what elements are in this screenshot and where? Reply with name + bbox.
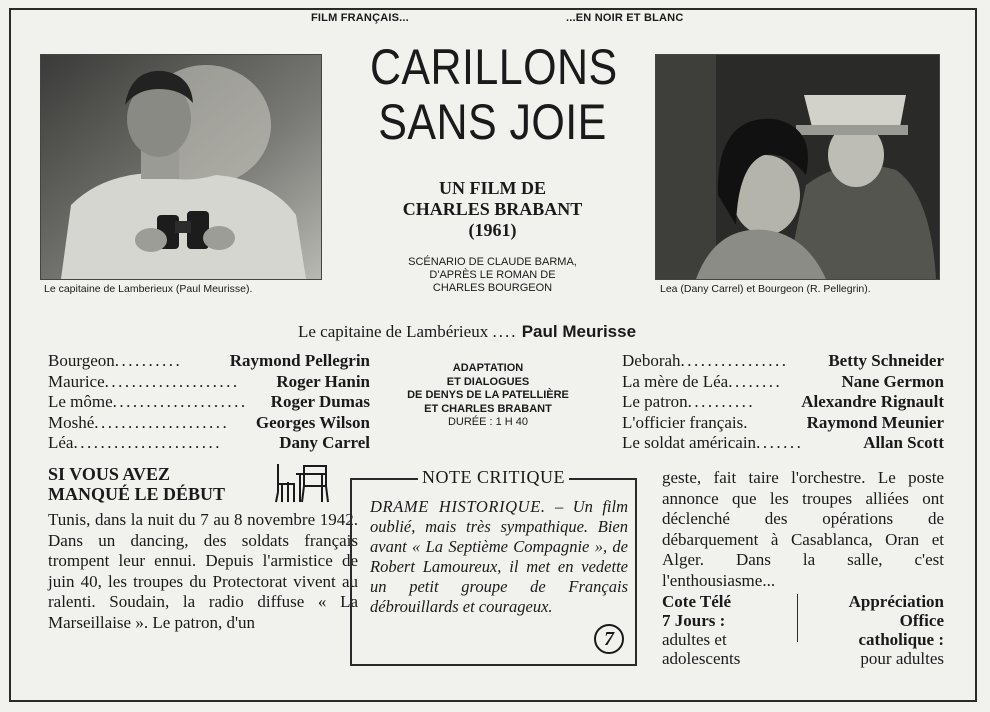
synopsis-heading-line-2: MANQUÉ LE DÉBUT xyxy=(48,484,226,504)
appr-value: pour adultes xyxy=(860,649,944,668)
office-catholique-rating xyxy=(790,592,944,668)
cast-row xyxy=(48,351,370,372)
cast-role: Moshé xyxy=(48,412,95,432)
cast-dots: ................ xyxy=(680,351,789,370)
adaptation-line-1: ADAPTATION xyxy=(452,362,524,374)
adaptation-line-2: ET DIALOGUES xyxy=(446,375,530,388)
note-genre: DRAME HISTORIQUE. xyxy=(370,497,546,516)
cast-actor: Roger Dumas xyxy=(270,392,370,411)
cote-value-1: adultes et xyxy=(662,630,727,649)
photo-left-caption: Le capitaine de Lamberieux (Paul Meurisse). xyxy=(44,283,253,295)
cast-role: Le môme xyxy=(48,392,113,411)
runtime: DURÉE : 1 H 40 xyxy=(447,416,529,428)
cast-actor: Allan Scott xyxy=(863,433,944,452)
lead-actor: Paul Meurisse xyxy=(521,322,637,341)
appr-label-2: Office xyxy=(899,611,944,630)
synopsis-column-2: geste, fait taire l'orchestre. Le poste annonce que les troupes alliées ont déclenché des opérations de débarquement à Casablanca, Oran et Alger. Dans la salle, c'est l'enthousiasme... xyxy=(662,468,944,590)
adaptation-line-3: DE DENYS DE LA PATELLIÈRE xyxy=(407,389,569,401)
film-title-line-1: CARILLONS xyxy=(369,39,618,95)
cast-role: Bourgeon xyxy=(48,351,115,370)
photo-left xyxy=(40,54,322,280)
cast-actor: Georges Wilson xyxy=(255,412,370,432)
film-title xyxy=(369,39,618,150)
appr-label-1: Appréciation xyxy=(848,592,944,611)
cast-row xyxy=(48,392,370,413)
cast-role: L'officier français xyxy=(622,412,744,432)
cast-dots: .................... xyxy=(112,392,248,411)
cast-actor: Betty Schneider xyxy=(828,351,944,370)
cote-label-1: Cote Télé xyxy=(662,592,732,611)
cast-role: La mère de Léa xyxy=(622,371,729,391)
cast-row xyxy=(622,413,944,434)
lead-cast xyxy=(298,322,636,342)
appr-label-3: catholique : xyxy=(858,630,944,649)
cast-dots: .................... xyxy=(94,412,230,432)
cast-role: Léa xyxy=(48,433,74,452)
cast-actor: Dany Carrel xyxy=(279,433,370,452)
credits-line-3: CHARLES BOURGEON xyxy=(432,282,553,294)
cast-list-right xyxy=(622,351,944,454)
cast-dots: . xyxy=(743,412,750,432)
adaptation-line-4: ET CHARLES BRABANT xyxy=(424,402,552,415)
cast-row xyxy=(48,433,370,454)
note-critique-text xyxy=(370,497,628,617)
cast-actor: Alexandre Rignault xyxy=(801,392,944,411)
cast-actor: Roger Hanin xyxy=(276,371,370,391)
cast-actor: Nane Germon xyxy=(841,371,944,391)
cast-dots: ....... xyxy=(756,433,804,452)
cast-actor: Raymond Pellegrin xyxy=(229,351,370,370)
cast-role: Le soldat américain xyxy=(622,433,757,452)
byline-line-2: CHARLES BRABANT xyxy=(402,199,583,219)
screenplay-credits xyxy=(360,256,625,295)
cote-value-2: adolescents xyxy=(662,649,741,668)
credits-line-2: D'APRÈS LE ROMAN DE xyxy=(429,269,556,281)
cast-list-left xyxy=(48,351,370,454)
cast-dots: .......... xyxy=(687,392,756,411)
photo-right-caption: Lea (Dany Carrel) et Bourgeon (R. Pellegrin). xyxy=(660,283,871,295)
cast-row xyxy=(48,413,370,434)
adaptation-credits xyxy=(378,362,598,430)
cast-role: Maurice xyxy=(48,371,105,391)
byline-line-3: (1961) xyxy=(468,220,517,240)
cast-row xyxy=(48,372,370,393)
cote-label-2: 7 Jours : xyxy=(662,611,726,630)
credits-line-1: SCÉNARIO DE CLAUDE BARMA, xyxy=(408,256,577,268)
chairs-table-icon xyxy=(272,462,332,511)
header-left-label: FILM FRANÇAIS... xyxy=(311,12,409,24)
header-right-label: ...EN NOIR ET BLANC xyxy=(566,12,684,24)
cast-role: Le patron xyxy=(622,392,688,411)
tele-7-jours-badge: 7 xyxy=(594,624,624,654)
cast-row xyxy=(622,351,944,372)
cast-actor: Raymond Meunier xyxy=(806,412,944,432)
cast-row xyxy=(622,372,944,393)
cast-role: Deborah xyxy=(622,351,681,370)
lead-role: Le capitaine de Lambérieux xyxy=(298,322,489,341)
note-body: – Un film oublié, mais très sympathique. Bien avant « La Septième Compagnie », de Robert Lamoureux, il met en vedette un petit groupe de Français débrouillards et courageux. xyxy=(370,497,628,616)
cast-dots: .......... xyxy=(114,351,183,370)
synopsis-heading-line-1: SI VOUS AVEZ xyxy=(48,464,171,484)
synopsis-heading xyxy=(48,464,225,504)
synopsis-column-1: Tunis, dans la nuit du 7 au 8 novembre 1942. Dans un dancing, des soldats français trompent leur ennui. Depuis l'armistice de juin 40, les troupes du Protectorat vivent au ralenti. Soudain, la radio diffuse « La Marseillaise ». Le patron, d'un xyxy=(48,510,358,632)
byline-line-1: UN FILM DE xyxy=(439,178,546,198)
cast-row xyxy=(622,433,944,454)
photo-right xyxy=(655,54,940,280)
cast-dots: .................... xyxy=(104,371,240,391)
cast-dots: ...................... xyxy=(73,433,222,452)
byline xyxy=(350,178,635,241)
lead-dots: .... xyxy=(492,322,518,341)
cote-tele-rating xyxy=(662,592,740,668)
note-critique-title: NOTE CRITIQUE xyxy=(418,467,569,488)
cast-dots: ........ xyxy=(728,371,783,391)
cast-row xyxy=(622,392,944,413)
film-title-line-2: SANS JOIE xyxy=(378,94,607,150)
